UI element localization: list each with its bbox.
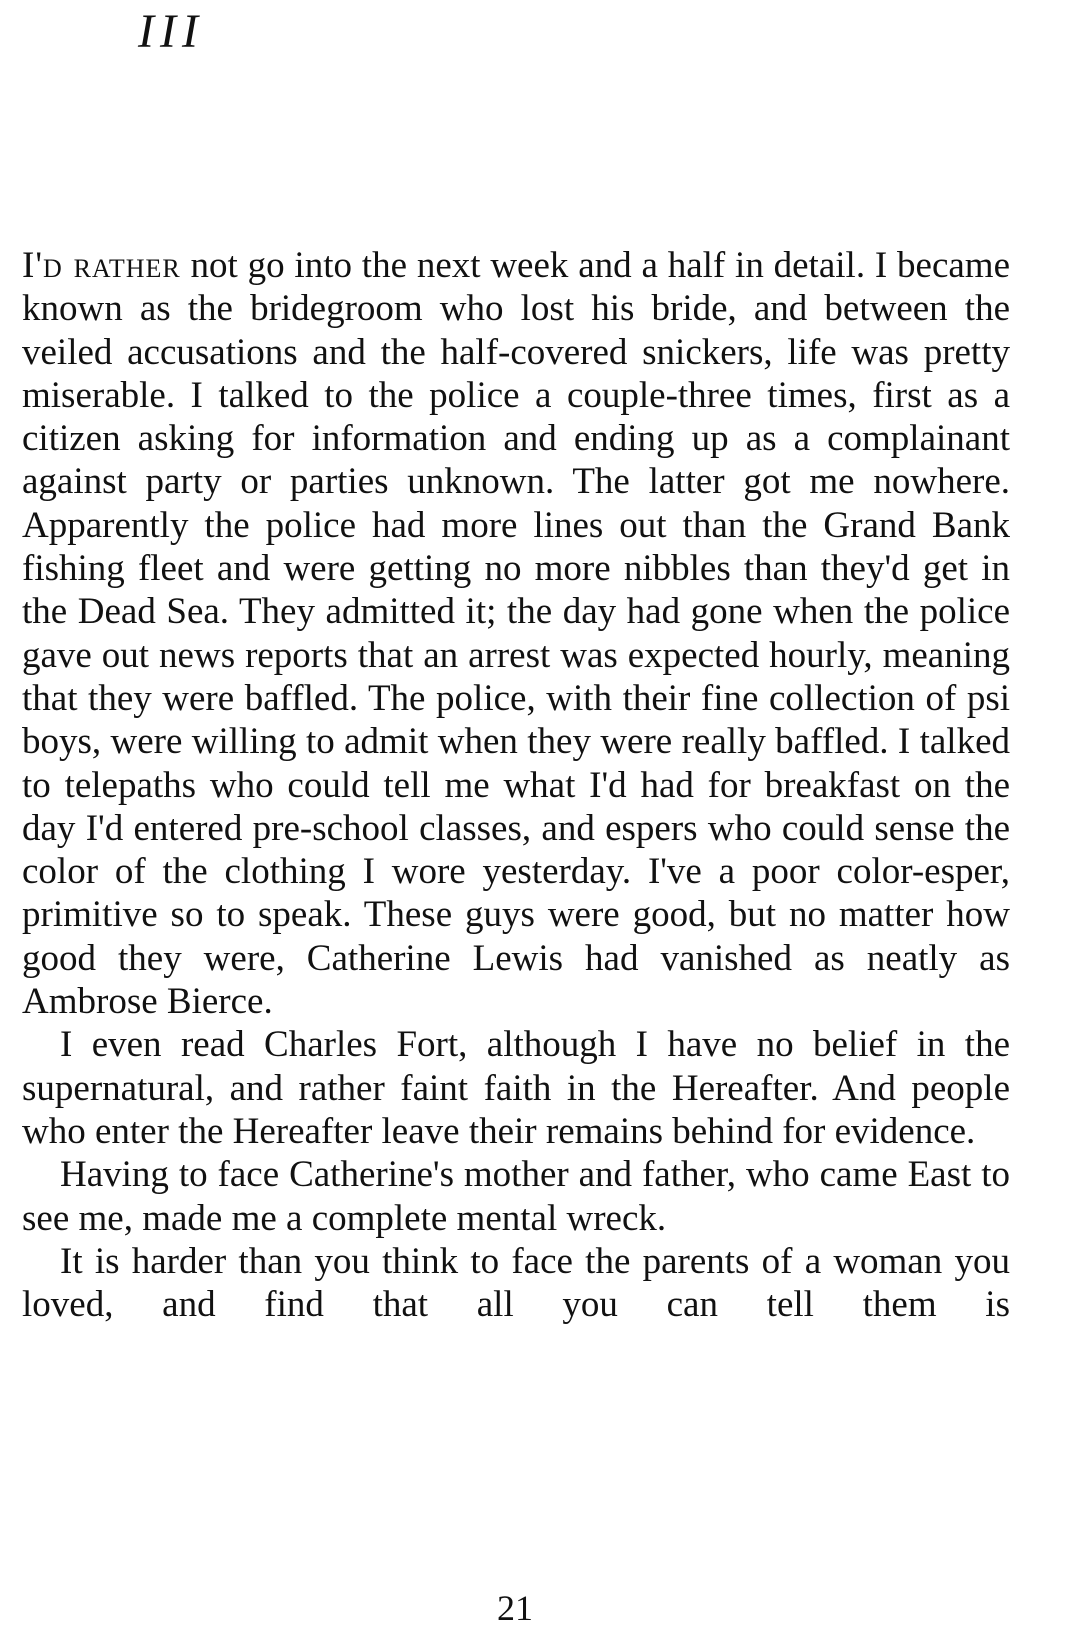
paragraph-1 bbox=[22, 244, 1010, 1023]
paragraph-4: It is harder than you think to face the parents of a woman you loved, and find that all you can tell them is bbox=[22, 1240, 1010, 1326]
chapter-body bbox=[22, 244, 1010, 1326]
chapter-number: III bbox=[138, 5, 204, 58]
page-number: 21 bbox=[497, 1588, 533, 1628]
paragraph-lead-in: I'd rather bbox=[22, 245, 181, 286]
paragraph-2: I even read Charles Fort, although I have no belief in the supernatural, and rather faint faith in the Hereafter. And people who enter the Hereafter leave their remains behind for evidence. bbox=[22, 1024, 1010, 1152]
paragraph-3: Having to face Catherine's mother and father, who came East to see me, made me a complete mental wreck. bbox=[22, 1154, 1010, 1239]
paragraph-1-text: not go into the next week and a half in detail. I became known as the bridegroom who lost his bride, and between the veiled accusations and the half-covered snickers, life was pretty miserable. I talked to the police a couple-three times, first as a citizen asking for information and ending up as a complainant against party or parties unknown. The latter got me nowhere. Apparently the police had more lines out than the Grand Bank fishing fleet and were getting no more nibbles than they'd get in the Dead Sea. They admitted it; the day had gone when the police gave out news reports that an arrest was expected hourly, meaning that they were baffled. The police, with their fine collection of psi boys, were willing to admit when they were really baffled. I talked to telepaths who could tell me what I'd had for breakfast on the day I'd entered pre-school classes, and espers who could sense the color of the clothing I wore yesterday. I've a poor color-esper, primitive so to speak. These guys were good, but no matter how good they were, Catherine Lewis had vanished as neatly as Ambrose Bierce. bbox=[22, 245, 1010, 1023]
